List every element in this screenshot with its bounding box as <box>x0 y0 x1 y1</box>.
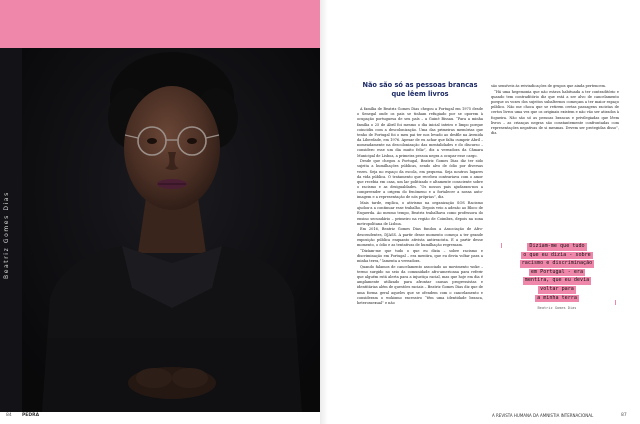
paragraph: “Dizíam-me que tudo o que eu dizia – sobre racismo e discriminação em Portugal – era mentira, que eu devia voltar para a minha terra,” lamenta a vereadora. <box>357 248 483 263</box>
pull-quote-dash <box>615 300 616 305</box>
text-column-1 <box>357 107 483 307</box>
pink-header-band <box>0 0 320 48</box>
text-column-2 <box>491 84 619 137</box>
publication-name: A REVISTA HUMANA DA AMNISTIA INTERNACIONAL <box>492 413 594 418</box>
pull-quote-line: a minha terra <box>537 294 577 301</box>
article-headline: Não são só as pessoas brancas que lêem livros <box>362 81 478 98</box>
paragraph: Em 2016, Beatriz Gomes Dias fundou a Associação de Afro-descendentes, DJASS. A partir desse momento começa a ter grande exposição pública enquanto ativista antirracista. E a partir desse momento, o ódio e as tentativas de humilhação regressam. <box>357 227 483 247</box>
paragraph: são sensíveis às reivindicações de grupos que ainda pertencem. <box>491 84 607 88</box>
portrait-photo <box>22 48 320 412</box>
pull-quote-line: o que eu dizia - sobre <box>523 251 591 258</box>
paragraph: Desde que chegou a Portugal, Beatriz Gomes Dias diz ter sido sujeita a humilhações públicas, sendo alvo de ódio por diversas vezes. Seja no espaço da escola, em pequena. Seja noutros lugares da vida pública. O tratamento que recebeu contrariava com o amor que recebia em casa, um lar politizado e altamente consciente sobre o racismo e as desigualdades. “Os nossos pais ajudaram-nos a compreender a origem do fenómeno e a fortalecer a nossa auto-imagem e a representação de nós próprias”, diz. <box>357 159 483 200</box>
paragraph: Quando falamos de cancelamento associado ao movimento woke – termo surgido no seio da comunidade afro-americana para referir que alguém está alerta para a injustiça racial, mas que hoje em dia é amplamente utilizado para afrontar causas progressistas e identitárias além de questões raciais – Beatriz Gomes Dias diz que de uma forma geral aqueles que se ofendem com o cancelamento e consideram o wokismo excessivo “têm uma identidade branca, heterossexual” e não <box>357 264 483 305</box>
pull-quote-line: mentira, que eu devia <box>524 277 590 284</box>
pull-quote-line: racismo e discriminação <box>521 260 593 267</box>
pull-quote-line: em Portugal - era <box>530 268 584 275</box>
right-page-number: 87 <box>621 413 627 418</box>
pull-quote-line: voltar para <box>540 285 574 292</box>
pull-quote <box>508 243 606 301</box>
pull-quote-dash <box>501 243 502 248</box>
magazine-name: PEDRA <box>22 413 40 418</box>
paragraph: “Há uma hegemonia que não estava habituada a ter contraditório e quando tem contraditório diz que está a ser alvo de cancelamento porque os vozes dos sujeitos subalternos começam a ter maior espaço público. Não me choca que se retirem certas passagens racistas de certos livros uma vez que os originais existem e não vão ser atirados à fogueira. Não são só as pessoas brancas e privilegiadas que lêem livros – as crianças negras são constantemente confrontadas com representações negativas de si mesmas. Devem ser protegidas disso”, diz. <box>491 89 619 136</box>
paragraph: A família de Beatriz Gomes Dias chegou a Portugal em 1975 desde o Senegal onde os pais se tinham refugiado por se oporem à ocupação portuguesa de seu país – a Guiné Bissau. “Para a minha família o 25 de Abril foi mesmo o dia inicial inteiro e limpo porque coincidiu com a descolonização. Uma das primeiras memórias que tenho de Portugal foi o meu pai ter nos levado ao desfile na Avenida da Liberdade, em 1976. Apesar de eu achar que falta cumprir Abril – nomeadamente na descolonização das mentalidades e do discurso – considero esse um dia muito feliz”, diz a vereadora da Câmara Municipal de Lisboa, a primeira pessoa negra a ocupar esse cargo. <box>357 107 483 158</box>
vertical-name-caption: Beatriz Gomes Dias <box>3 191 10 279</box>
pull-quote-line: Diziam-me que tudo <box>529 243 585 249</box>
pull-quote-attribution: Beatriz Gomes Dias <box>537 306 577 310</box>
left-page-number: 84 <box>6 413 12 418</box>
gutter-shadow <box>320 0 328 424</box>
left-footer-bar <box>0 412 320 424</box>
paragraph: Mais tarde, explica, o ativismo na organização SOS Racismo ajudou-a a continuar esse trabalho. Depois veio a adesão ao Bloco de Esquerda. Ao mesmo tempo, Beatriz trabalhava como professora do ensino secundário – primeiro na região de Coimbra, depois na zona metropolitana de Lisboa. <box>357 201 483 226</box>
